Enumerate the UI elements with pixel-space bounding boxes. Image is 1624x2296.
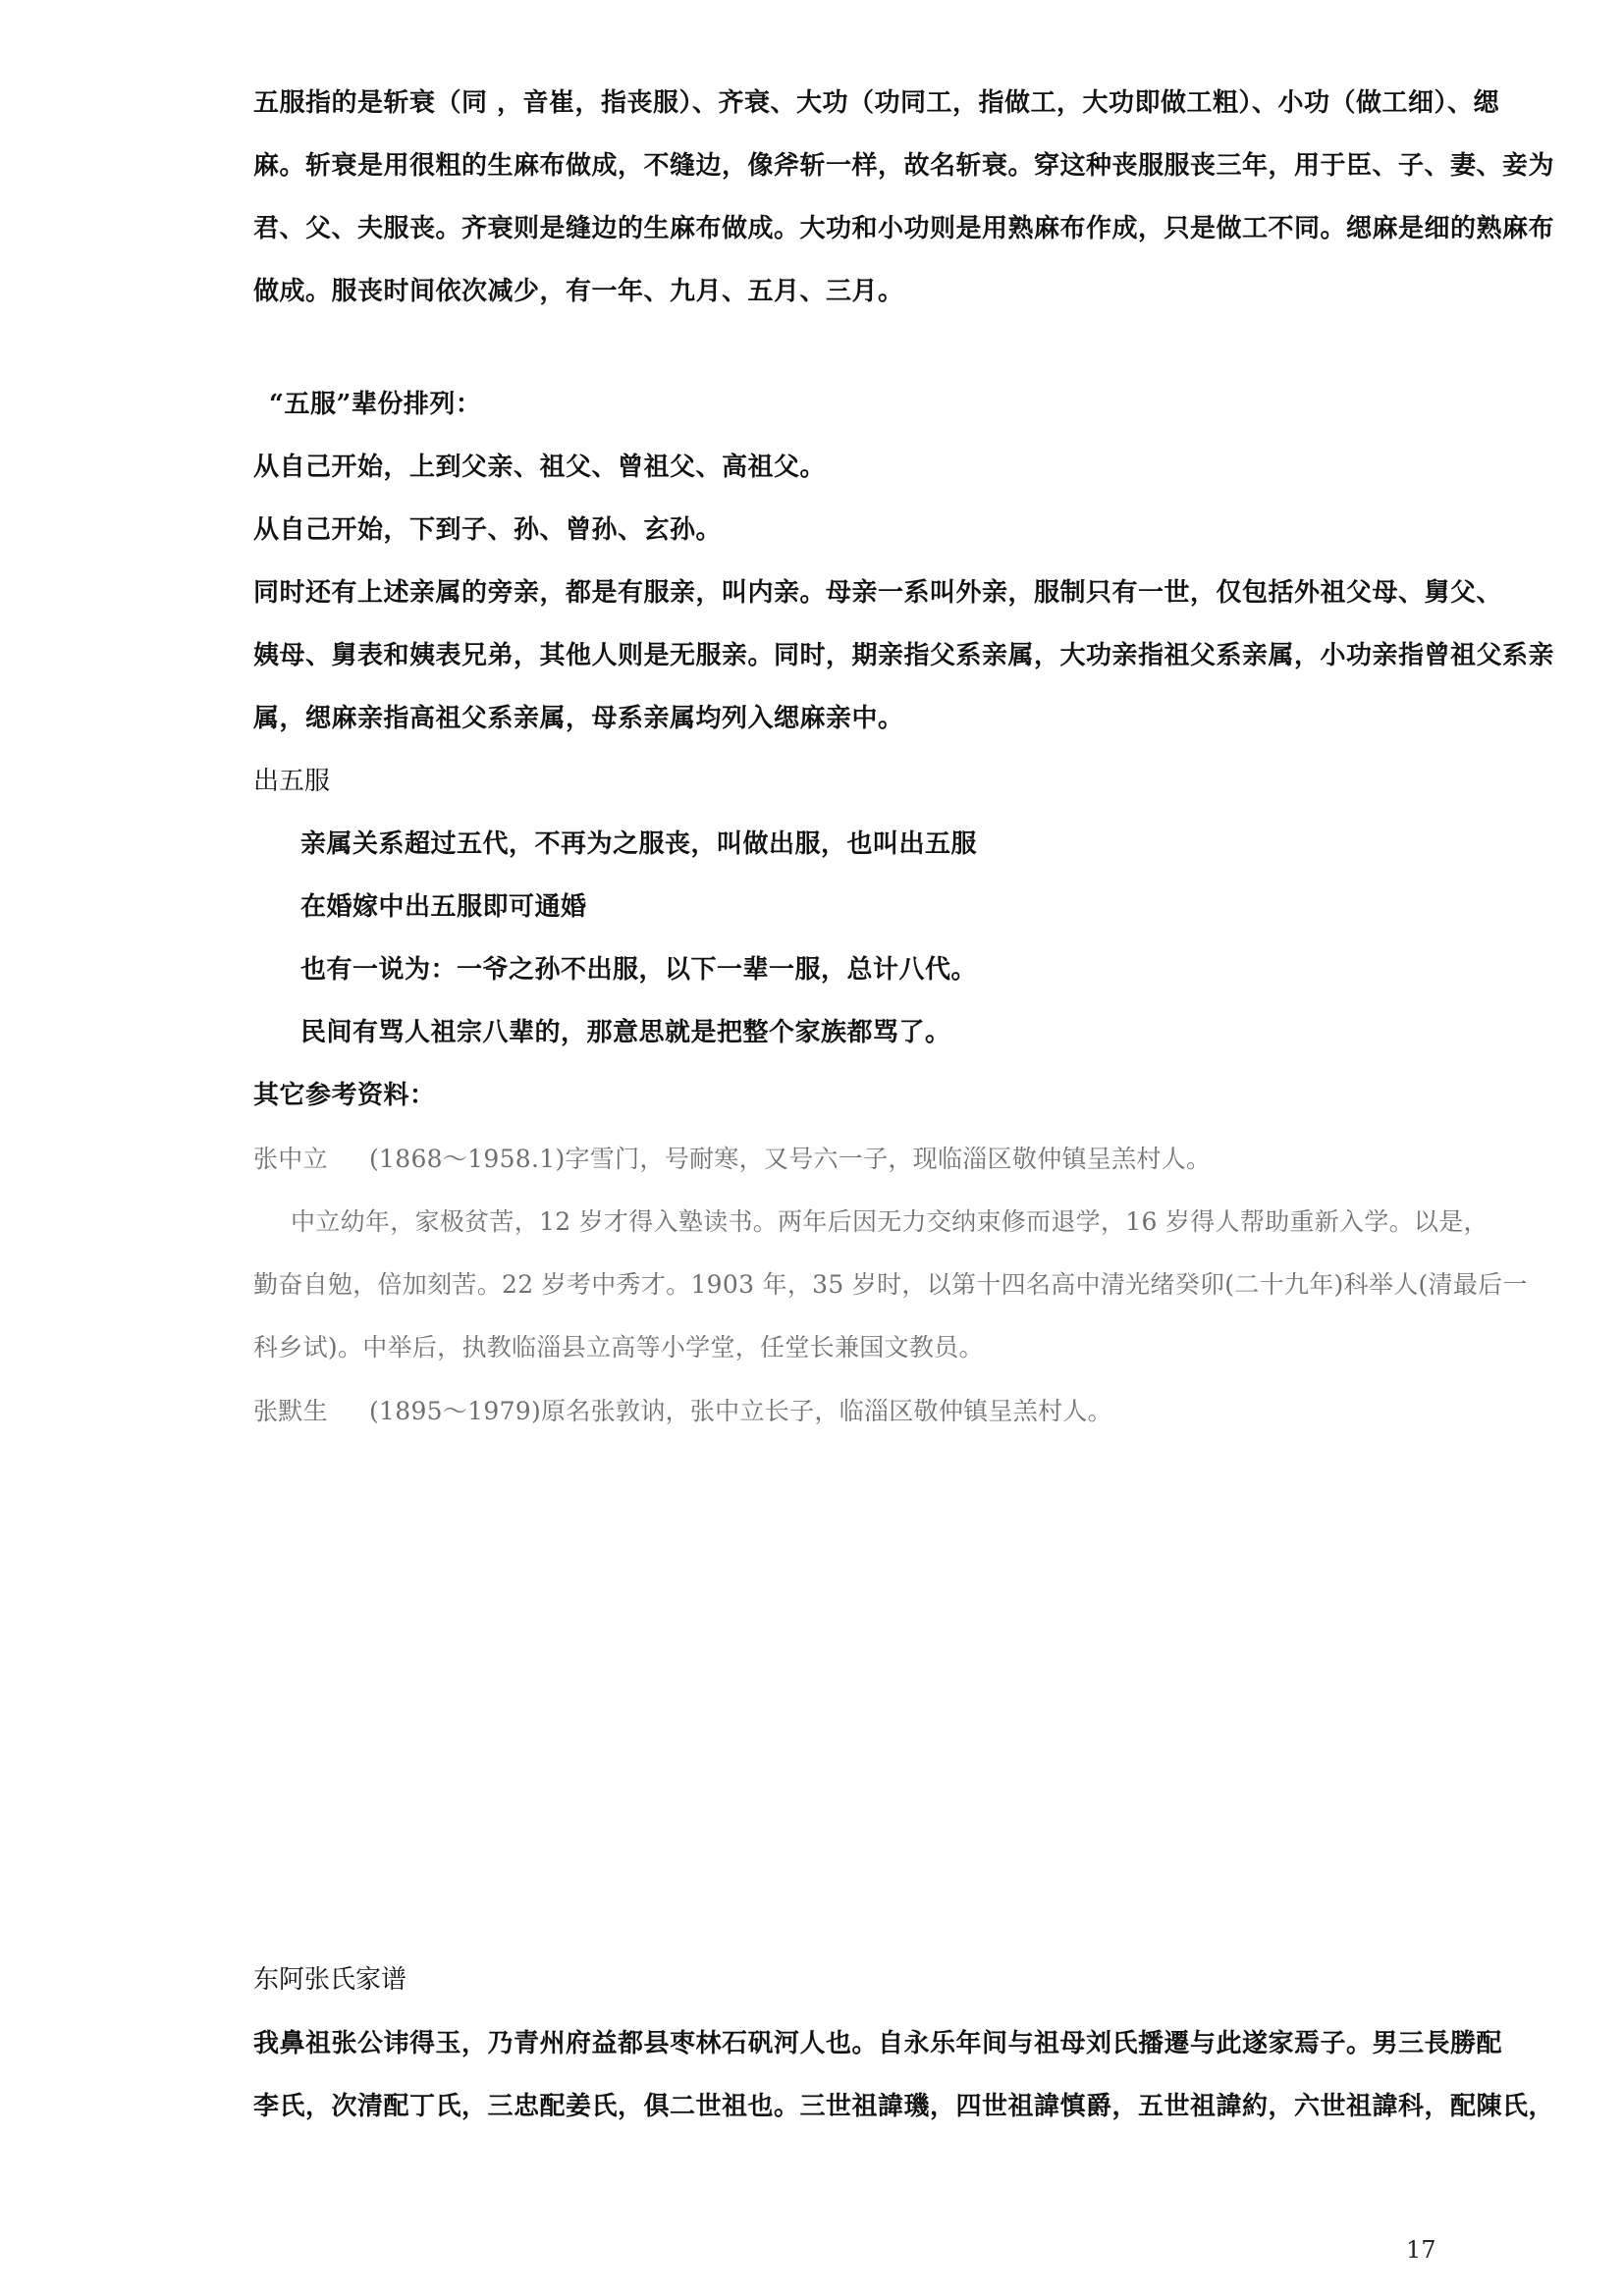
zhang-zhongli-entry bbox=[253, 1143, 1211, 1176]
page-number: 17 bbox=[1406, 2236, 1436, 2264]
wufu-generations-up: 从自己开始，上到父亲、祖父、曾祖父、高祖父。 bbox=[253, 453, 827, 482]
chu-wufu-item-2: 在婚嫁中出五服即可通婚 bbox=[300, 892, 587, 922]
zhang-zhongli-intro: (1868～1958.1)字雪门，号耐寒，又号六一子，现临淄区敬仲镇呈羔村人。 bbox=[369, 1145, 1212, 1173]
zhang-mosheng-intro: (1895～1979)原名张敦讷，张中立长子，临淄区敬仲镇呈羔村人。 bbox=[369, 1397, 1112, 1425]
zhang-mosheng-entry bbox=[253, 1395, 1112, 1428]
chu-wufu-item-4: 民间有骂人祖宗八辈的，那意思就是把整个家族都骂了。 bbox=[300, 1018, 951, 1047]
wufu-relatives-line-2: 姨母、舅表和姨表兄弟，其他人则是无服亲。同时，期亲指父系亲属，大功亲指祖父系亲属，小功亲指曾祖父系亲 bbox=[253, 641, 1555, 670]
zhang-zhongli-bio-line-2: 勤奋自勉，倍加刻苦。22 岁考中秀才。1903 年，35 岁时，以第十四名高中清光绪癸卯(二十九年)科举人(清最后一 bbox=[253, 1270, 1528, 1299]
wufu-generations-down: 从自己开始，下到子、孙、曾孙、玄孙。 bbox=[253, 515, 723, 545]
donga-genealogy-heading: 东阿张氏家谱 bbox=[253, 1965, 407, 1995]
donga-genealogy-line-2: 李氏，次清配丁氏，三忠配姜氏，俱二世祖也。三世祖諱璣，四世祖諱慎爵，五世祖諱約，六世祖諱科，配陳氏， bbox=[253, 2092, 1555, 2121]
wufu-relatives-line-1: 同时还有上述亲属的旁亲，都是有服亲，叫内亲。母亲一系叫外亲，服制只有一世，仅包括外祖父母、舅父、 bbox=[253, 578, 1503, 608]
wufu-relatives-line-3: 属，缌麻亲指高祖父系亲属，母系亲属均列入缌麻亲中。 bbox=[253, 704, 904, 733]
wufu-generations-heading: “五服”辈份排列： bbox=[269, 390, 482, 419]
wufu-definition-line-4: 做成。服丧时间依次减少，有一年、九月、五月、三月。 bbox=[253, 277, 904, 306]
wufu-definition-line-2: 麻。斩衰是用很粗的生麻布做成，不缝边，像斧斩一样，故名斩衰。穿这种丧服服丧三年，用于臣、子、妻、妾为 bbox=[253, 151, 1555, 181]
references-heading: 其它参考资料： bbox=[253, 1081, 436, 1110]
donga-genealogy-line-1: 我鼻祖张公讳得玉，乃青州府益都县枣林石矾河人也。自永乐年间与祖母刘氏播遷与此遂家焉子。男三長勝配 bbox=[253, 2029, 1503, 2058]
chu-wufu-heading: 出五服 bbox=[253, 767, 331, 796]
zhang-zhongli-bio-line-1: 中立幼年，家极贫苦，12 岁才得入塾读书。两年后因无力交纳束修而退学，16 岁得人帮助重新入学。以是， bbox=[291, 1207, 1489, 1236]
wufu-definition-line-3: 君、父、夫服丧。齐衰则是缝边的生麻布做成。大功和小功则是用熟麻布作成，只是做工不同。缌麻是细的熟麻布 bbox=[253, 214, 1555, 243]
zhang-zhongli-bio-line-3: 科乡试)。中举后，执教临淄县立高等小学堂，任堂长兼国文教员。 bbox=[253, 1333, 984, 1362]
zhang-mosheng-name: 张默生 bbox=[253, 1397, 328, 1425]
chu-wufu-item-1: 亲属关系超过五代，不再为之服丧，叫做出服，也叫出五服 bbox=[300, 829, 978, 859]
chu-wufu-item-3: 也有一说为：一爷之孙不出服，以下一辈一服，总计八代。 bbox=[300, 955, 978, 985]
zhang-zhongli-name: 张中立 bbox=[253, 1145, 328, 1173]
wufu-definition-line-1: 五服指的是斩衰（同 ，音崔，指丧服）、齐衰、大功（功同工，指做工，大功即做工粗）、小功（做工细）、缌 bbox=[253, 88, 1500, 118]
